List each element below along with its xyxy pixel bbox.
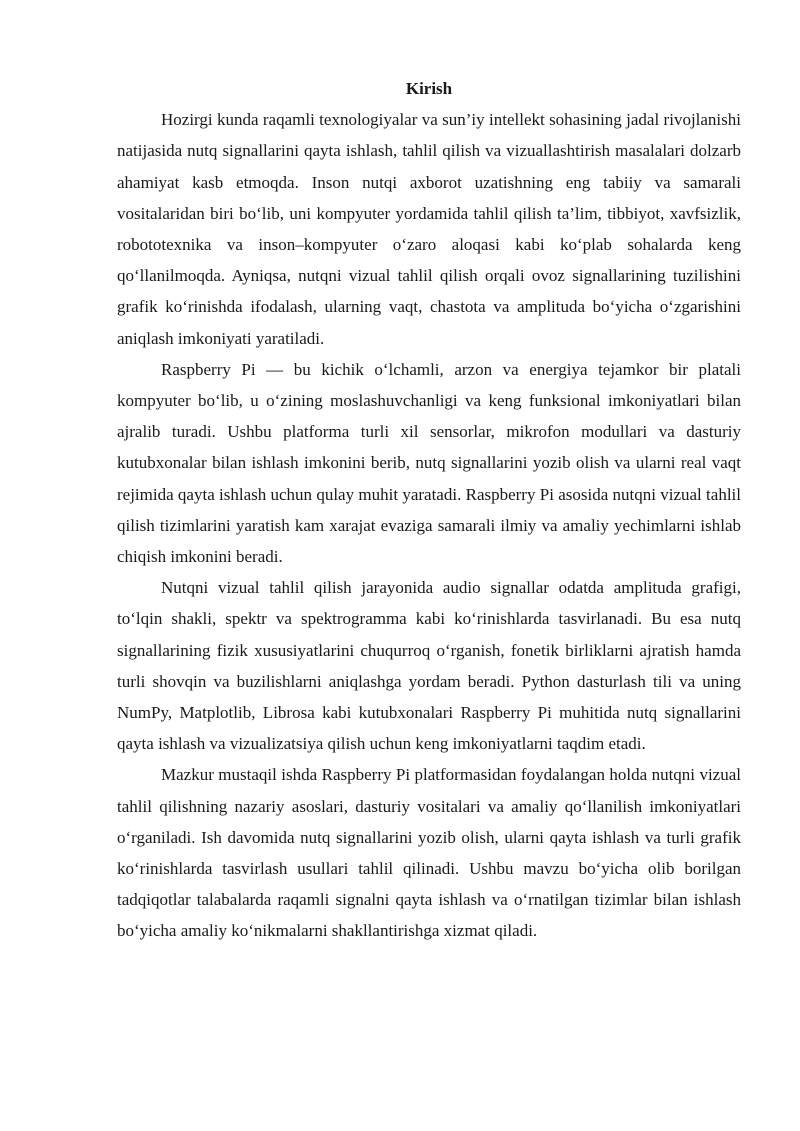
page-title: Kirish xyxy=(405,79,453,98)
paragraph-work-scope: Mazkur mustaqil ishda Raspberry Pi platformasidan foydalangan holda nutqni vizual tahlil qilishning nazariy asoslari, dasturiy vositalari va amaliy qoʻllanilish imkoniyatlari oʻrganiladi. Ish davomida nutq signallarini yozib olish, ularni qayta ishlash va turli grafik koʻrinishlarda tasvirlash usullari tahlil qilinadi. Ushbu mavzu boʻyicha olib borilgan tadqiqotlar talabalarda raqamli signalni qayta ishlash va oʻrnatilgan tizimlar bilan ishlash boʻyicha amaliy koʻnikmalarni shakllantirishga xizmat qiladi. xyxy=(117,765,741,941)
paragraph-visual-analysis: Nutqni vizual tahlil qilish jarayonida audio signallar odatda amplituda grafigi, toʻlqin shakli, spektr va spektrogramma kabi koʻrinishlarda tasvirlanadi. Bu esa nutq signallarining fizik xususiyatlarini chuqurroq oʻrganish, fonetik birliklarni ajratish hamda turli shovqin va buzilishlarni aniqlashga yordam beradi. Python dasturlash tili va uning NumPy, Matplotlib, Librosa kabi kutubxonalari Raspberry Pi muhitida nutq signallarini qayta ishlash va vizualizatsiya qilish uchun keng imkoniyatlarni taqdim etadi. xyxy=(117,578,741,754)
document-body xyxy=(117,73,741,947)
paragraph-intro: Hozirgi kunda raqamli texnologiyalar va sun’iy intellekt sohasining jadal rivojlanishi natijasida nutq signallarini qayta ishlash, tahlil qilish va vizuallashtirish masalalari dolzarb ahamiyat kasb etmoqda. Inson nutqi axborot uzatishning eng tabiiy va samarali vositalaridan biri boʻlib, uni kompyuter yordamida tahlil qilish ta’lim, tibbiyot, xavfsizlik, robototexnika va inson–kompyuter oʻzaro aloqasi kabi koʻplab sohalarda keng qoʻllanilmoqda. Ayniqsa, nutqni vizual tahlil qilish orqali ovoz signallarining tuzilishini grafik koʻrinishda ifodalash, ularning vaqt, chastota va amplituda boʻyicha oʻzgarishini aniqlash imkoniyati yaratiladi. xyxy=(117,110,741,348)
paragraph-raspberry-pi: Raspberry Pi — bu kichik oʻlchamli, arzon va energiya tejamkor bir platali kompyuter boʻlib, u oʻzining moslashuvchanligi va keng funksional imkoniyatlari bilan ajralib turadi. Ushbu platforma turli xil sensorlar, mikrofon modullari va dasturiy kutubxonalar bilan ishlash imkonini berib, nutq signallarini yozib olish va ularni real vaqt rejimida qayta ishlash uchun qulay muhit yaratadi. Raspberry Pi asosida nutqni vizual tahlil qilish tizimlarini yaratish kam xarajat evaziga samarali ilmiy va amaliy yechimlarni ishlab chiqish imkonini beradi. xyxy=(117,359,741,567)
